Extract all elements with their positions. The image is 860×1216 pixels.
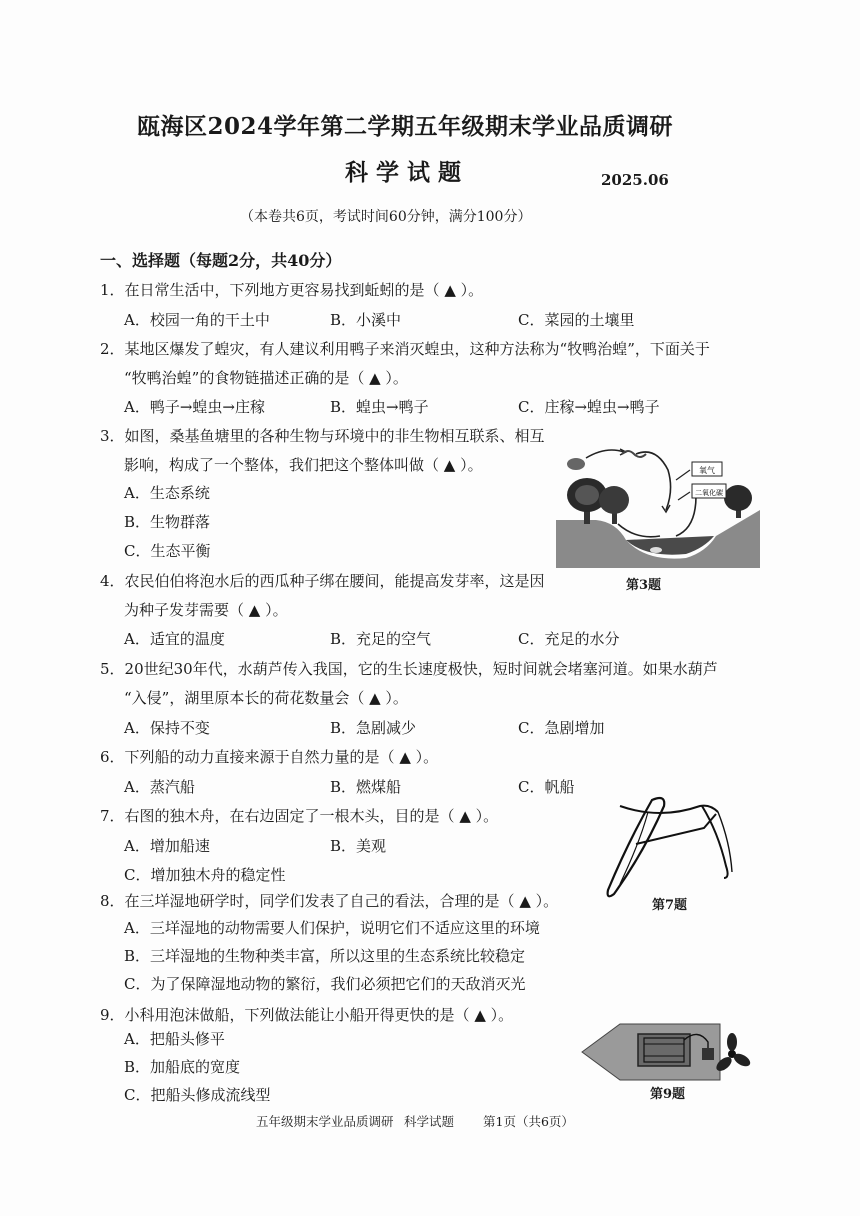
fish-icon <box>650 547 662 553</box>
ecosystem-figure <box>556 440 760 568</box>
question-stem-cont: 为种子发芽需要（ ▲ ）。 <box>124 601 288 619</box>
question-option: C．急剧增加 <box>518 719 605 737</box>
question-stem: 8．在三垟湿地研学时，同学们发表了自己的看法，合理的是（ ▲ ）。 <box>100 892 559 910</box>
question-option: B．蝗虫→鸭子 <box>330 398 429 416</box>
question-stem-cont: 影响，构成了一个整体，我们把这个整体叫做（ ▲ ）。 <box>124 456 483 474</box>
footer-middle: 科学试题 <box>404 1114 455 1129</box>
question-option: C．帆船 <box>518 778 575 796</box>
question-stem: 7．右图的独木舟，在右边固定了一根木头，目的是（ ▲ ）。 <box>100 807 499 825</box>
question-stem: 1．在日常生活中，下列地方更容易找到蚯蚓的是（ ▲ ）。 <box>100 281 484 299</box>
exam-date: 2025.06 <box>601 171 669 189</box>
question-stem-cont: “牧鸭治蝗”的食物链描述正确的是（ ▲ ）。 <box>124 369 408 387</box>
question-option: B．小溪中 <box>330 311 402 329</box>
tree-icon <box>724 485 752 518</box>
question-option: C．为了保障湿地动物的繁衍，我们必须把它们的天敌消灭光 <box>124 975 526 993</box>
question-stem: 5．20世纪30年代，水葫芦传入我国，它的生长速度极快，短时间就会堵塞河道。如果水葫芦 <box>100 660 718 678</box>
oxygen-label: 氧气 <box>699 466 715 475</box>
question-option: C．生态平衡 <box>124 542 211 560</box>
figure-caption: 第9题 <box>650 1087 686 1102</box>
question-option: C．充足的水分 <box>518 630 620 648</box>
footer-left: 五年级期末学业品质调研 <box>256 1114 394 1129</box>
question-stem-cont: “入侵”，湖里原本长的荷花数量会（ ▲ ）。 <box>124 689 408 707</box>
question-option: C．增加独木舟的稳定性 <box>124 866 286 884</box>
question-option: A．生态系统 <box>124 484 210 502</box>
leaf-icon <box>567 458 585 470</box>
question-option: B．生物群落 <box>124 513 211 531</box>
question-option: A．校园一角的干土中 <box>124 311 270 329</box>
question-option: B．美观 <box>330 837 387 855</box>
exam-note: （本卷共6页，考试时间60分钟，满分100分） <box>240 209 532 225</box>
question-option: B．加船底的宽度 <box>124 1058 241 1076</box>
question-option: C．菜园的土壤里 <box>518 311 635 329</box>
question-option: A．保持不变 <box>124 719 210 737</box>
question-option: B．急剧减少 <box>330 719 417 737</box>
question-option: A．把船头修平 <box>124 1030 225 1048</box>
exam-title: 瓯海区2024学年第二学期五年级期末学业品质调研 <box>137 113 674 140</box>
question-stem: 4．农民伯伯将泡水后的西瓜种子绑在腰间，能提高发芽率，这是因 <box>100 572 545 590</box>
tree-icon <box>599 486 629 524</box>
question-stem: 3．如图，桑基鱼塘里的各种生物与环境中的非生物相互联系、相互 <box>100 427 545 445</box>
question-option: A．增加船速 <box>124 837 210 855</box>
exam-subtitle: 科学试题 <box>345 159 469 186</box>
question-option: C．把船头修成流线型 <box>124 1086 271 1104</box>
question-stem: 2．某地区爆发了蝗灾，有人建议利用鸭子来消灭蝗虫，这种方法称为“牧鸭治蝗”，下面关于 <box>100 340 710 358</box>
question-option: A．三垟湿地的动物需要人们保护，说明它们不适应这里的环境 <box>124 919 540 937</box>
question-stem: 6．下列船的动力直接来源于自然力量的是（ ▲ ）。 <box>100 748 439 766</box>
foam-boat-figure <box>580 1018 756 1084</box>
page-number: 第1页（共6页） <box>483 1114 574 1129</box>
question-option: B．充足的空气 <box>330 630 432 648</box>
question-option: A．适宜的温度 <box>124 630 225 648</box>
co2-label: 二氧化碳 <box>695 489 723 497</box>
question-option: C．庄稼→蝗虫→鸭子 <box>518 398 660 416</box>
question-option: A．鸭子→蝗虫→庄稼 <box>124 398 265 416</box>
figure-caption: 第3题 <box>626 578 662 593</box>
question-option: B．燃煤船 <box>330 778 402 796</box>
question-stem: 9．小科用泡沫做船，下列做法能让小船开得更快的是（ ▲ ）。 <box>100 1006 514 1024</box>
section-heading: 一、选择题（每题2分，共40分） <box>100 251 342 270</box>
question-option: A．蒸汽船 <box>124 778 195 796</box>
figure-caption: 第7题 <box>652 898 688 913</box>
question-option: B．三垟湿地的生物种类丰富，所以这里的生态系统比较稳定 <box>124 947 526 965</box>
canoe-figure <box>600 792 745 902</box>
